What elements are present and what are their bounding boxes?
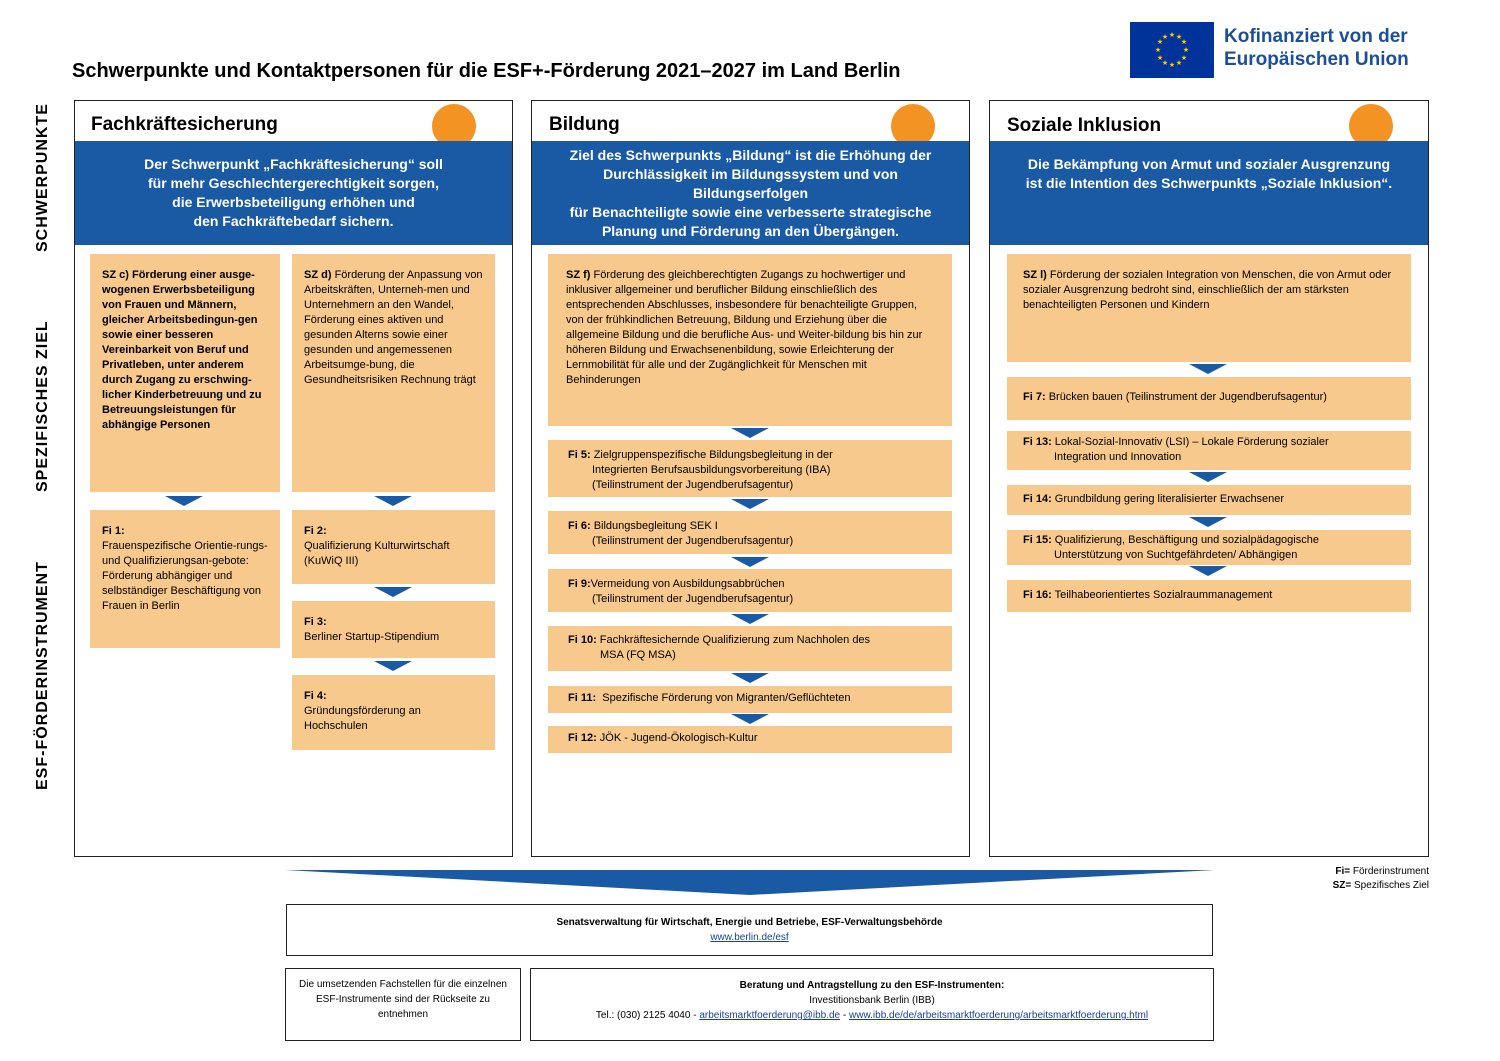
fi-11-box bbox=[548, 686, 952, 713]
band-line: für Benachteiligte sowie eine verbesserte strategische bbox=[569, 203, 932, 220]
legend-sz bbox=[1280, 879, 1429, 893]
svg-text:★: ★ bbox=[1182, 46, 1190, 54]
column-title: Soziale Inklusion bbox=[1007, 115, 1162, 136]
beratung-separator: - bbox=[842, 1010, 847, 1021]
down-arrow-icon bbox=[731, 714, 769, 724]
down-arrow-icon bbox=[731, 428, 769, 438]
fi-text: Brücken bauen (Teilinstrument der Jugendberufsagentur) bbox=[1048, 391, 1327, 403]
column-title: Fachkräftesicherung bbox=[91, 114, 278, 135]
beratung-heading: Beratung und Antragstellung zu den ESF-Instrumenten: bbox=[739, 980, 1005, 991]
fi-10-box bbox=[548, 626, 952, 671]
fi-code: Fi 7: bbox=[1023, 391, 1046, 403]
fi-code: Fi 6: bbox=[568, 520, 591, 532]
eu-cofunding-label bbox=[1224, 25, 1409, 71]
fachstellen-box bbox=[285, 968, 521, 1041]
svg-text:★: ★ bbox=[1168, 61, 1176, 69]
fi-text: Gründungsförderung an Hochschulen bbox=[304, 705, 421, 732]
eu-label-line-2: Europäischen Union bbox=[1224, 49, 1409, 70]
fi-15-box bbox=[1007, 530, 1411, 565]
fi-text: Integration und Innovation bbox=[1054, 451, 1182, 463]
fi-code: Fi 4: bbox=[304, 690, 327, 702]
down-arrow-icon bbox=[374, 661, 412, 671]
legend-text: Spezifisches Ziel bbox=[1353, 880, 1429, 891]
fi-code: Fi 15: bbox=[1023, 534, 1052, 546]
fi-code: Fi 12: bbox=[568, 732, 597, 744]
fi-5-box bbox=[548, 440, 952, 497]
fi-text: Bildungsbegleitung SEK I bbox=[593, 520, 718, 532]
fi-code: Fi 10: bbox=[568, 634, 597, 646]
fi-text: Teilhabeorientiertes Sozialraummanagement bbox=[1054, 589, 1273, 601]
senat-info-box bbox=[286, 904, 1213, 956]
fi-text: (Teilinstrument der Jugendberufsagentur) bbox=[592, 593, 794, 605]
page-title: Schwerpunkte und Kontaktpersonen für die ESF+-Förderung 2021–2027 im Land Berlin bbox=[72, 60, 901, 82]
fi-14-box bbox=[1007, 485, 1411, 515]
beratung-contact-line bbox=[531, 1008, 1213, 1023]
down-arrow-icon bbox=[1189, 364, 1227, 374]
sz-text: Förderung einer ausge-wogenen Erwerbsbeteiligung von Frauen und Männern, gleicher Arbeitsbedingun-gen sowie einer besseren Vereinbarkeit von Beruf und Privatleben, unter anderem durch Zugang zu erschwing-licher Kinderbetreuung und zu Betreuungsleistungen für abhängige Personen bbox=[102, 269, 262, 431]
sz-code: SZ c) bbox=[102, 269, 129, 281]
svg-text:★: ★ bbox=[1156, 38, 1164, 46]
sz-text: Förderung der sozialen Integration von Menschen, die von Armut oder sozialer Ausgrenzung bedroht sind, einschließlich der am stärksten benachteiligten Personen und Kindern bbox=[1023, 269, 1392, 311]
fi-code: Fi 9: bbox=[568, 578, 591, 590]
sz-c-box bbox=[90, 254, 280, 492]
legend-abbr: Fi= bbox=[1335, 866, 1351, 877]
down-arrow-icon bbox=[374, 587, 412, 597]
band-line: Durchlässigkeit im Bildungssystem und von Bildungserfolgen bbox=[603, 165, 898, 201]
side-label-schwerpunkte: SCHWERPUNKTE bbox=[34, 103, 51, 252]
legend bbox=[1280, 865, 1429, 893]
fi-code: Fi 11: bbox=[568, 692, 597, 704]
fi-2-box bbox=[292, 510, 495, 584]
sz-code: SZ f) bbox=[566, 269, 591, 281]
sz-f-box bbox=[548, 254, 952, 426]
down-arrow-icon bbox=[1189, 472, 1227, 482]
fi-16-box bbox=[1007, 580, 1411, 612]
fi-4-box bbox=[292, 675, 495, 750]
svg-text:★: ★ bbox=[1154, 46, 1162, 54]
beratung-box bbox=[530, 968, 1214, 1041]
fi-code: Fi 14: bbox=[1023, 493, 1052, 505]
svg-text:★: ★ bbox=[1180, 54, 1188, 62]
senat-link[interactable]: www.berlin.de/esf bbox=[710, 932, 789, 943]
fi-7-box bbox=[1007, 377, 1411, 420]
fi-code: Fi 5: bbox=[568, 449, 591, 461]
fi-text: Vermeidung von Ausbildungsabbrüchen bbox=[590, 578, 785, 590]
fi-text: Unterstützung von Suchtgefährdeten/ Abhängigen bbox=[1054, 549, 1298, 561]
fi-text: Frauenspezifische Orientie-rungs- und Qualifizierungsan-gebote: Förderung abhängiger und selbständiger Beschäftigung von Frauen in Berlin bbox=[102, 540, 268, 612]
legend-abbr: SZ= bbox=[1332, 880, 1352, 891]
sz-l-box bbox=[1007, 254, 1411, 362]
down-arrow-icon bbox=[731, 499, 769, 509]
fi-text: Qualifizierung, Beschäftigung und sozialpädagogische bbox=[1054, 534, 1319, 546]
fi-text: (Teilinstrument der Jugendberufsagentur) bbox=[592, 479, 794, 491]
svg-text:★: ★ bbox=[1161, 59, 1169, 67]
fi-code: Fi 2: bbox=[304, 525, 327, 537]
beratung-email-link[interactable]: arbeitsmarktfoerderung@ibb.de bbox=[699, 1010, 841, 1021]
schwerpunkt-description bbox=[532, 141, 969, 245]
fi-text: Integrierten Berufsausbildungsvorbereitung (IBA) bbox=[592, 464, 831, 476]
beratung-org: Investitionsbank Berlin (IBB) bbox=[809, 995, 935, 1006]
sz-text: Förderung der Anpassung von Arbeitskräften, Unterneh-men und Unternehmern an den Wandel, Förderung eines aktiven und gesunden Alterns sowie einer gesunden und angemessenen Arbeitsumge-bung, die Gesundheitsrisiken Rechnung trägt bbox=[304, 269, 483, 386]
side-label-foerderinstrument: ESF-FÖRDERINSTRUMENT bbox=[34, 561, 51, 790]
down-arrow-icon bbox=[374, 496, 412, 506]
fi-3-box bbox=[292, 601, 495, 658]
fi-12-box bbox=[548, 726, 952, 753]
fi-text: JÖK - Jugend-Ökologisch-Kultur bbox=[599, 732, 758, 744]
band-line: ist die Intention des Schwerpunkts „Soziale Inklusion“. bbox=[1025, 175, 1393, 191]
fachstellen-text: Die umsetzenden Fachstellen für die einzelnen ESF-Instrumente sind der Rückseite zu entnehmen bbox=[299, 979, 507, 1020]
band-line: Die Bekämpfung von Armut und sozialer Ausgrenzung bbox=[1027, 156, 1391, 172]
sz-d-box bbox=[292, 254, 495, 492]
fi-code: Fi 16: bbox=[1023, 589, 1052, 601]
fi-text: Grundbildung gering literalisierter Erwachsener bbox=[1054, 493, 1285, 505]
fi-code: Fi 13: bbox=[1023, 436, 1052, 448]
down-arrow-icon bbox=[165, 496, 203, 506]
svg-text:★: ★ bbox=[1175, 59, 1183, 67]
band-line: für mehr Geschlechtergerechtigkeit sorgen, bbox=[148, 175, 439, 191]
column-title: Bildung bbox=[549, 114, 620, 135]
down-arrow-icon bbox=[731, 614, 769, 624]
fi-text: Berliner Startup-Stipendium bbox=[304, 631, 440, 643]
eu-label-line-1: Kofinanziert von der bbox=[1224, 26, 1408, 47]
svg-text:★: ★ bbox=[1175, 33, 1183, 41]
fi-code: Fi 1: bbox=[102, 525, 125, 537]
fi-13-box bbox=[1007, 431, 1411, 470]
schwerpunkt-description bbox=[990, 141, 1428, 245]
fi-code: Fi 3: bbox=[304, 616, 327, 628]
svg-text:★: ★ bbox=[1156, 54, 1164, 62]
band-line: den Fachkräftebedarf sichern. bbox=[193, 213, 394, 229]
band-line: die Erwerbsbeteiligung erhöhen und bbox=[172, 194, 415, 210]
side-label-spezifisches-ziel: SPEZIFISCHES ZIEL bbox=[34, 320, 51, 492]
fi-text: Spezifische Förderung von Migranten/Geflüchteten bbox=[602, 692, 851, 704]
svg-text:★: ★ bbox=[1180, 38, 1188, 46]
band-line: Planung und Förderung an den Übergängen. bbox=[601, 222, 900, 239]
summary-arrow-icon bbox=[285, 868, 1215, 896]
beratung-url-link[interactable]: www.ibb.de/de/arbeitsmarktfoerderung/arbeitsmarktfoerderung.html bbox=[849, 1010, 1149, 1021]
beratung-tel: Tel.: (030) 2125 4040 - bbox=[595, 1010, 697, 1021]
legend-text: Förderinstrument bbox=[1352, 866, 1429, 877]
fi-text: Qualifizierung Kulturwirtschaft (KuWiQ III) bbox=[304, 540, 450, 567]
legend-fi bbox=[1280, 865, 1429, 879]
sz-code: SZ l) bbox=[1023, 269, 1047, 281]
fi-6-box bbox=[548, 511, 952, 554]
fi-1-box bbox=[90, 510, 280, 648]
fi-9-box bbox=[548, 569, 952, 612]
sz-text: Förderung des gleichberechtigten Zugangs zu hochwertiger und inklusiver allgemeiner und beruflicher Bildung einschließlich des entsprechenden Abschlusses, insbesondere für benachteiligte Gruppen, von der frühkindlichen Betreuung, Bildung und Erziehung über die allgemeine Bildung und die berufliche Aus- und Weiter-bildung bis hin zur höheren Bildung und Erwachsenenbildung, sowie Erleichterung der Lernmobilität für alle und der Zugänglichkeit für Menschen mit Behinderungen bbox=[566, 269, 923, 386]
sz-code: SZ d) bbox=[304, 269, 332, 281]
down-arrow-icon bbox=[731, 557, 769, 567]
fi-text: Zielgruppenspezifische Bildungsbegleitung in der bbox=[593, 449, 833, 461]
down-arrow-icon bbox=[1189, 566, 1227, 576]
fi-text: Fachkräftesichernde Qualifizierung zum Nachholen des bbox=[599, 634, 871, 646]
band-line: Der Schwerpunkt „Fachkräftesicherung“ soll bbox=[144, 156, 443, 172]
fi-text: MSA (FQ MSA) bbox=[600, 649, 676, 661]
senat-text: Senatsverwaltung für Wirtschaft, Energie und Betriebe, ESF-Verwaltungsbehörde bbox=[556, 917, 943, 928]
svg-text:★: ★ bbox=[1168, 31, 1176, 39]
down-arrow-icon bbox=[1189, 517, 1227, 527]
fi-text: Lokal-Sozial-Innovativ (LSI) – Lokale Förderung sozialer bbox=[1054, 436, 1329, 448]
band-line: Ziel des Schwerpunkts „Bildung“ ist die Erhöhung der bbox=[569, 146, 932, 163]
down-arrow-icon bbox=[731, 673, 769, 683]
svg-text:★: ★ bbox=[1161, 33, 1169, 41]
fi-text: (Teilinstrument der Jugendberufsagentur) bbox=[592, 535, 794, 547]
eu-flag-icon bbox=[1130, 22, 1214, 78]
schwerpunkt-description bbox=[75, 141, 512, 245]
